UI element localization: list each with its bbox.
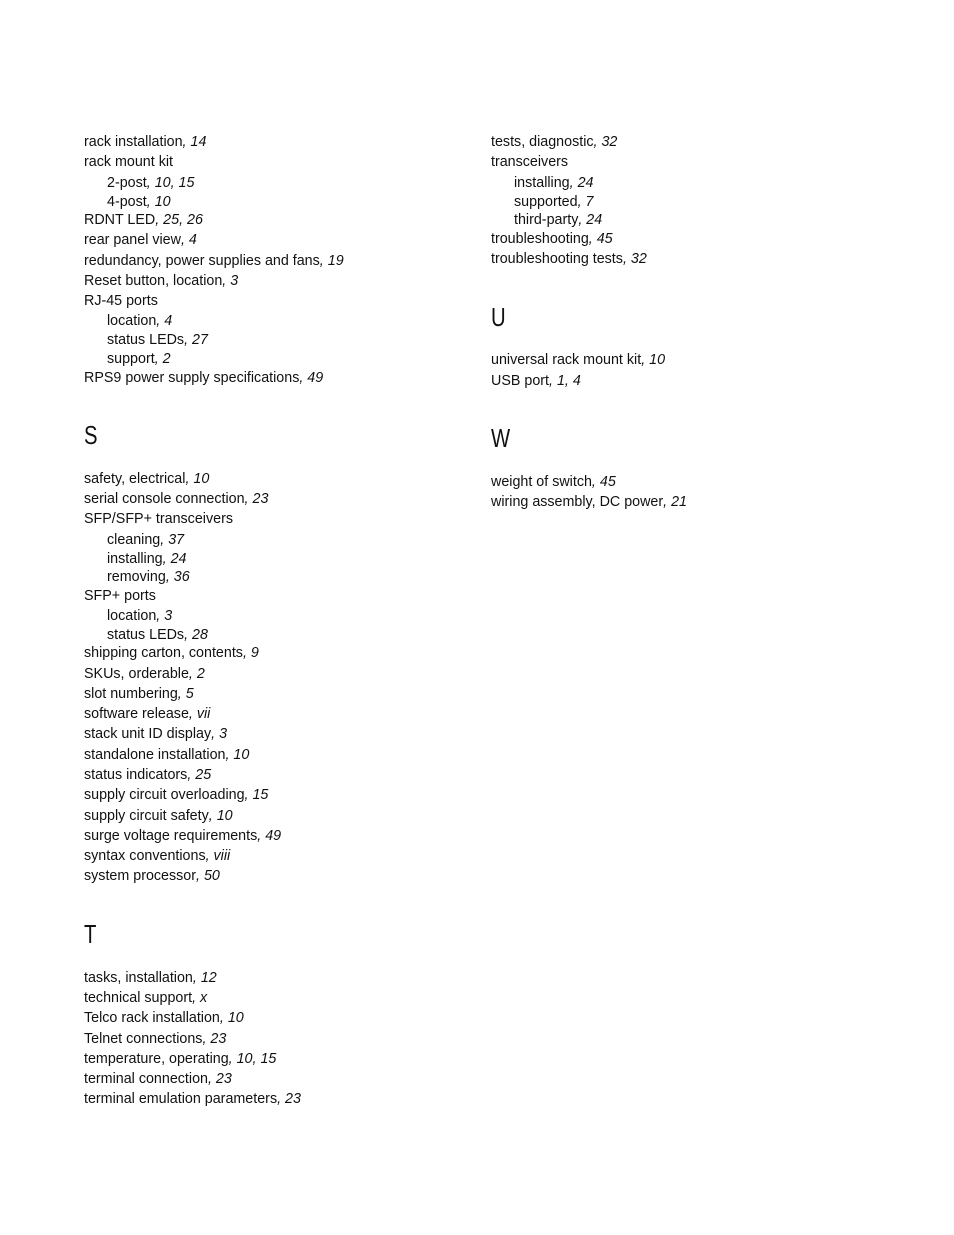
index-page-ref[interactable]: , 4	[156, 313, 173, 329]
index-term: supply circuit overloading	[84, 787, 245, 803]
index-entry	[491, 493, 687, 512]
index-term: RDNT LED	[84, 212, 156, 228]
index-entry	[84, 807, 233, 826]
index-entry	[84, 587, 156, 606]
index-term: terminal emulation parameters	[84, 1091, 278, 1107]
index-entry	[84, 133, 206, 152]
index-term: location	[107, 608, 157, 624]
index-entry	[84, 1070, 232, 1089]
index-subentry	[107, 350, 171, 369]
index-page-ref[interactable]: , 9	[242, 645, 259, 661]
index-term: cleaning	[107, 532, 161, 548]
index-entry	[84, 1009, 244, 1028]
index-page-ref[interactable]: , 10	[225, 747, 250, 763]
index-page-ref[interactable]: , 23	[202, 1031, 227, 1047]
index-page-ref[interactable]: , 2	[188, 666, 205, 682]
index-subentry	[107, 607, 172, 626]
index-term: Reset button, location	[84, 273, 223, 289]
index-term: technical support	[84, 990, 193, 1006]
index-subentry	[107, 531, 184, 550]
index-page-ref[interactable]: , 23	[277, 1091, 301, 1107]
index-page-ref[interactable]: , 24	[578, 212, 603, 228]
index-page-ref[interactable]: , 19	[319, 253, 344, 269]
index-entry	[84, 766, 211, 785]
index-entry	[491, 250, 647, 269]
index-letter-heading: T	[84, 919, 97, 949]
index-page-ref[interactable]: , 49	[299, 370, 324, 386]
index-entry	[84, 1050, 276, 1069]
index-subentry	[107, 193, 171, 212]
index-term: weight of switch	[491, 474, 592, 490]
index-term: RJ-45 ports	[84, 293, 158, 309]
index-subentry	[107, 331, 208, 350]
index-term: rear panel view	[84, 232, 181, 248]
index-page-ref[interactable]: , 12	[192, 970, 217, 986]
index-page-ref[interactable]: , vii	[188, 706, 211, 722]
index-page-ref[interactable]: , 2	[154, 351, 171, 367]
index-entry	[84, 510, 233, 529]
index-page-ref[interactable]: , 32	[593, 134, 618, 150]
index-page-ref[interactable]: , 15	[244, 787, 269, 803]
index-term: supply circuit safety	[84, 808, 209, 824]
index-term: serial console connection	[84, 491, 245, 507]
index-subentry	[107, 568, 190, 587]
index-term: location	[107, 313, 157, 329]
index-term: terminal connection	[84, 1071, 208, 1087]
index-page-ref[interactable]: , 10	[208, 808, 233, 824]
index-page-ref[interactable]: , 24	[569, 175, 594, 191]
index-term: SFP+ ports	[84, 588, 156, 604]
index-subentry	[107, 312, 172, 331]
index-page-ref[interactable]: , 21	[663, 494, 688, 510]
index-entry	[84, 746, 249, 765]
index-term: SKUs, orderable	[84, 666, 189, 682]
index-page-ref[interactable]: , 7	[577, 194, 594, 210]
index-term: troubleshooting tests	[491, 251, 623, 267]
index-term: redundancy, power supplies and fans	[84, 253, 320, 269]
index-page-ref[interactable]: , 45	[591, 474, 616, 490]
index-term: surge voltage requirements	[84, 828, 258, 844]
index-term: transceivers	[491, 154, 569, 170]
index-page-ref[interactable]: , 24	[162, 551, 187, 567]
index-term: tests, diagnostic	[491, 134, 594, 150]
index-entry	[84, 272, 238, 291]
index-entry	[84, 231, 197, 250]
index-entry	[84, 989, 207, 1008]
index-page-ref[interactable]: , 27	[184, 332, 208, 348]
index-term: stack unit ID display	[84, 726, 212, 742]
index-term: status LEDs	[107, 627, 185, 643]
index-term: support	[107, 351, 155, 367]
index-page-ref[interactable]: , 25, 26	[155, 212, 203, 228]
index-page-ref[interactable]: , 10	[219, 1010, 244, 1026]
index-entry	[84, 470, 209, 489]
index-term: safety, electrical	[84, 471, 186, 487]
index-entry	[491, 133, 617, 152]
index-subentry	[107, 550, 187, 569]
index-entry	[84, 490, 268, 509]
index-term: third-party	[514, 212, 579, 228]
index-entry	[84, 292, 158, 311]
index-term: tasks, installation	[84, 970, 193, 986]
index-subentry	[514, 193, 594, 212]
index-entry	[84, 644, 259, 663]
index-page-ref[interactable]: , 3	[222, 273, 239, 289]
index-entry	[84, 847, 230, 866]
index-subentry	[107, 174, 194, 193]
index-term: USB port	[491, 373, 550, 389]
index-term: status indicators	[84, 767, 188, 783]
index-page-ref[interactable]: , 23	[244, 491, 269, 507]
index-term: temperature, operating	[84, 1051, 229, 1067]
index-term: supported	[514, 194, 578, 210]
index-entry	[84, 665, 205, 684]
index-entry	[84, 211, 203, 230]
index-term: wiring assembly, DC power	[491, 494, 664, 510]
index-page-ref[interactable]: , 10	[146, 194, 171, 210]
index-term: Telco rack installation	[84, 1010, 220, 1026]
index-entry	[84, 1030, 226, 1049]
index-term: removing	[107, 569, 166, 585]
index-term: status LEDs	[107, 332, 185, 348]
index-term: 4-post	[107, 194, 147, 210]
index-entry	[491, 230, 613, 249]
index-page-ref[interactable]: , 36	[165, 569, 190, 585]
index-entry	[84, 827, 281, 846]
index-page-ref[interactable]: , 14	[182, 134, 207, 150]
index-term: rack installation	[84, 134, 183, 150]
index-page-ref[interactable]: , 3	[211, 726, 228, 742]
index-page-ref[interactable]: , 23	[207, 1071, 232, 1087]
index-term: troubleshooting	[491, 231, 589, 247]
index-term: installing	[107, 551, 163, 567]
index-page-ref[interactable]: , 25	[187, 767, 212, 783]
index-page-ref[interactable]: , 28	[184, 627, 208, 643]
index-page-ref[interactable]: , 49	[257, 828, 282, 844]
index-page-ref[interactable]: , 10, 15	[146, 175, 195, 191]
index-entry	[84, 153, 173, 172]
index-entry	[84, 705, 210, 724]
index-entry	[84, 725, 227, 744]
index-term: Telnet connections	[84, 1031, 203, 1047]
index-term: 2-post	[107, 175, 147, 191]
index-term: installing	[514, 175, 570, 191]
index-entry	[84, 969, 217, 988]
index-page-ref[interactable]: , 10	[185, 471, 210, 487]
index-term: software release	[84, 706, 189, 722]
index-term: rack mount kit	[84, 154, 173, 170]
index-letter-heading: W	[491, 423, 511, 453]
index-page-ref[interactable]: , 45	[588, 231, 613, 247]
index-entry	[84, 685, 194, 704]
index-entry	[84, 786, 268, 805]
index-term: syntax conventions	[84, 848, 206, 864]
index-subentry	[514, 174, 594, 193]
index-term: standalone installation	[84, 747, 226, 763]
index-letter-heading: S	[84, 420, 98, 450]
index-term: SFP/SFP+ transceivers	[84, 511, 233, 527]
index-entry	[491, 473, 616, 492]
index-page-ref[interactable]: , 1, 4	[549, 373, 581, 389]
index-term: universal rack mount kit	[491, 352, 642, 368]
index-page-ref[interactable]: , x	[192, 990, 208, 1006]
index-letter-heading: U	[491, 302, 506, 332]
index-entry	[491, 153, 568, 172]
index-subentry	[107, 626, 208, 645]
index-term: system processor	[84, 868, 197, 884]
index-page-ref[interactable]: , 3	[156, 608, 173, 624]
index-page-ref[interactable]: , 37	[160, 532, 185, 548]
index-page-ref[interactable]: , 10, 15	[228, 1051, 277, 1067]
index-page-ref[interactable]: , 5	[177, 686, 194, 702]
index-page-ref[interactable]: , 10	[641, 352, 666, 368]
index-term: shipping carton, contents	[84, 645, 243, 661]
index-entry	[84, 369, 323, 388]
index-entry	[84, 1090, 301, 1109]
index-page-ref[interactable]: , 4	[180, 232, 197, 248]
index-term: slot numbering	[84, 686, 178, 702]
index-subentry	[514, 211, 602, 230]
index-entry	[491, 372, 581, 391]
index-page-ref[interactable]: , 32	[622, 251, 647, 267]
index-term: RPS9 power supply specifications	[84, 370, 300, 386]
index-page-ref[interactable]: , viii	[205, 848, 231, 864]
index-entry	[491, 351, 665, 370]
index-page-ref[interactable]: , 50	[196, 868, 220, 884]
index-entry	[84, 867, 220, 886]
index-entry	[84, 252, 344, 271]
